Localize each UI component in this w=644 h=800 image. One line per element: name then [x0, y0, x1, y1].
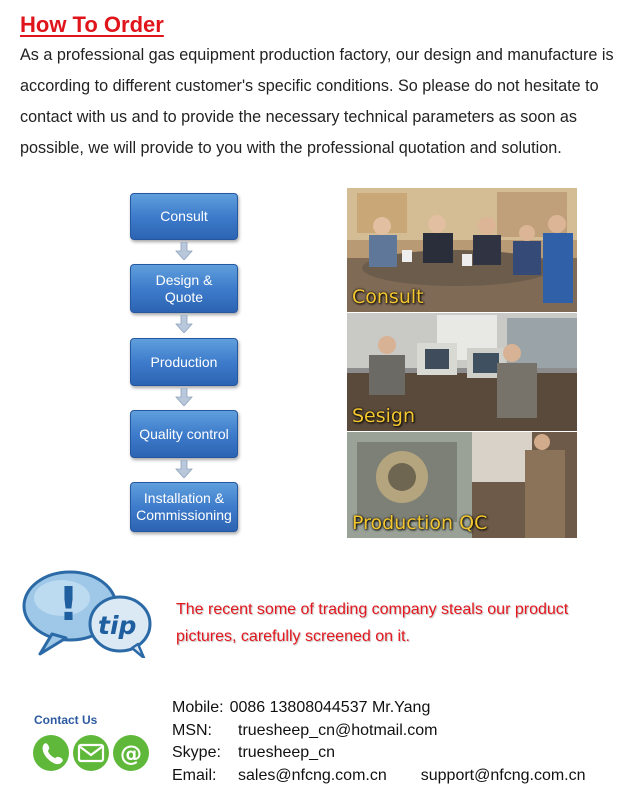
photo-production	[347, 432, 577, 538]
email-link-support[interactable]: support@nfcng.com.cn	[420, 766, 586, 784]
arrow-down-icon	[175, 388, 193, 406]
photo-caption-production: Production QC	[352, 512, 488, 534]
mail-icon[interactable]	[73, 735, 109, 771]
flow-step-quality-control: Quality control	[130, 410, 238, 458]
email-label: Email:	[172, 766, 217, 784]
flow-step-design-quote: Design & Quote	[130, 264, 238, 313]
intro-paragraph: As a professional gas equipment production factory, our design and manufacture is according to different customer's specific conditions. So please do not hesitate to contact with us and to provide the necessary technical parameters as soon as possible, we will provide to you with the professional quotation and solution.	[20, 46, 614, 157]
phone-icon[interactable]	[33, 735, 69, 771]
page-title: How To Order	[20, 12, 164, 37]
photo-consult	[347, 188, 577, 312]
msn-value[interactable]: truesheep_cn@hotmail.com	[238, 721, 438, 739]
tip-warning-text: The recent some of trading company steals our product pictures, carefully screened on it.	[176, 601, 569, 645]
msn-label: MSN:	[172, 721, 212, 739]
arrow-down-icon	[175, 242, 193, 260]
flow-step-consult: Consult	[130, 193, 238, 240]
svg-text:!: !	[58, 577, 79, 631]
tip-icon	[22, 568, 152, 658]
mobile-label: Mobile:	[172, 699, 224, 716]
tip-icon-label: tip	[98, 611, 137, 640]
photo-collage	[347, 188, 577, 538]
contact-mobile-row	[172, 697, 586, 720]
photo-caption-consult: Consult	[352, 286, 424, 308]
flow-step-production: Production	[130, 338, 238, 386]
contact-details	[172, 697, 586, 787]
contact-icons	[33, 733, 149, 773]
photo-design	[347, 313, 577, 431]
contact-skype-row	[172, 742, 586, 765]
contact-heading: Contact Us	[34, 713, 98, 727]
contact-email-row	[172, 765, 586, 788]
skype-value[interactable]: truesheep_cn	[238, 744, 335, 761]
at-icon[interactable]	[113, 735, 149, 771]
mobile-value[interactable]: 0086 13808044537 Mr.Yang	[229, 699, 431, 716]
contact-msn-row	[172, 720, 586, 743]
photo-caption-design: Sesign	[352, 405, 416, 427]
arrow-down-icon	[175, 315, 193, 333]
skype-label: Skype:	[172, 744, 221, 761]
email-link-sales[interactable]: sales@nfcng.com.cn	[238, 766, 387, 784]
svg-text:@: @	[120, 742, 142, 767]
arrow-down-icon	[175, 460, 193, 478]
flow-step-installation: Installation & Commissioning	[130, 482, 238, 532]
